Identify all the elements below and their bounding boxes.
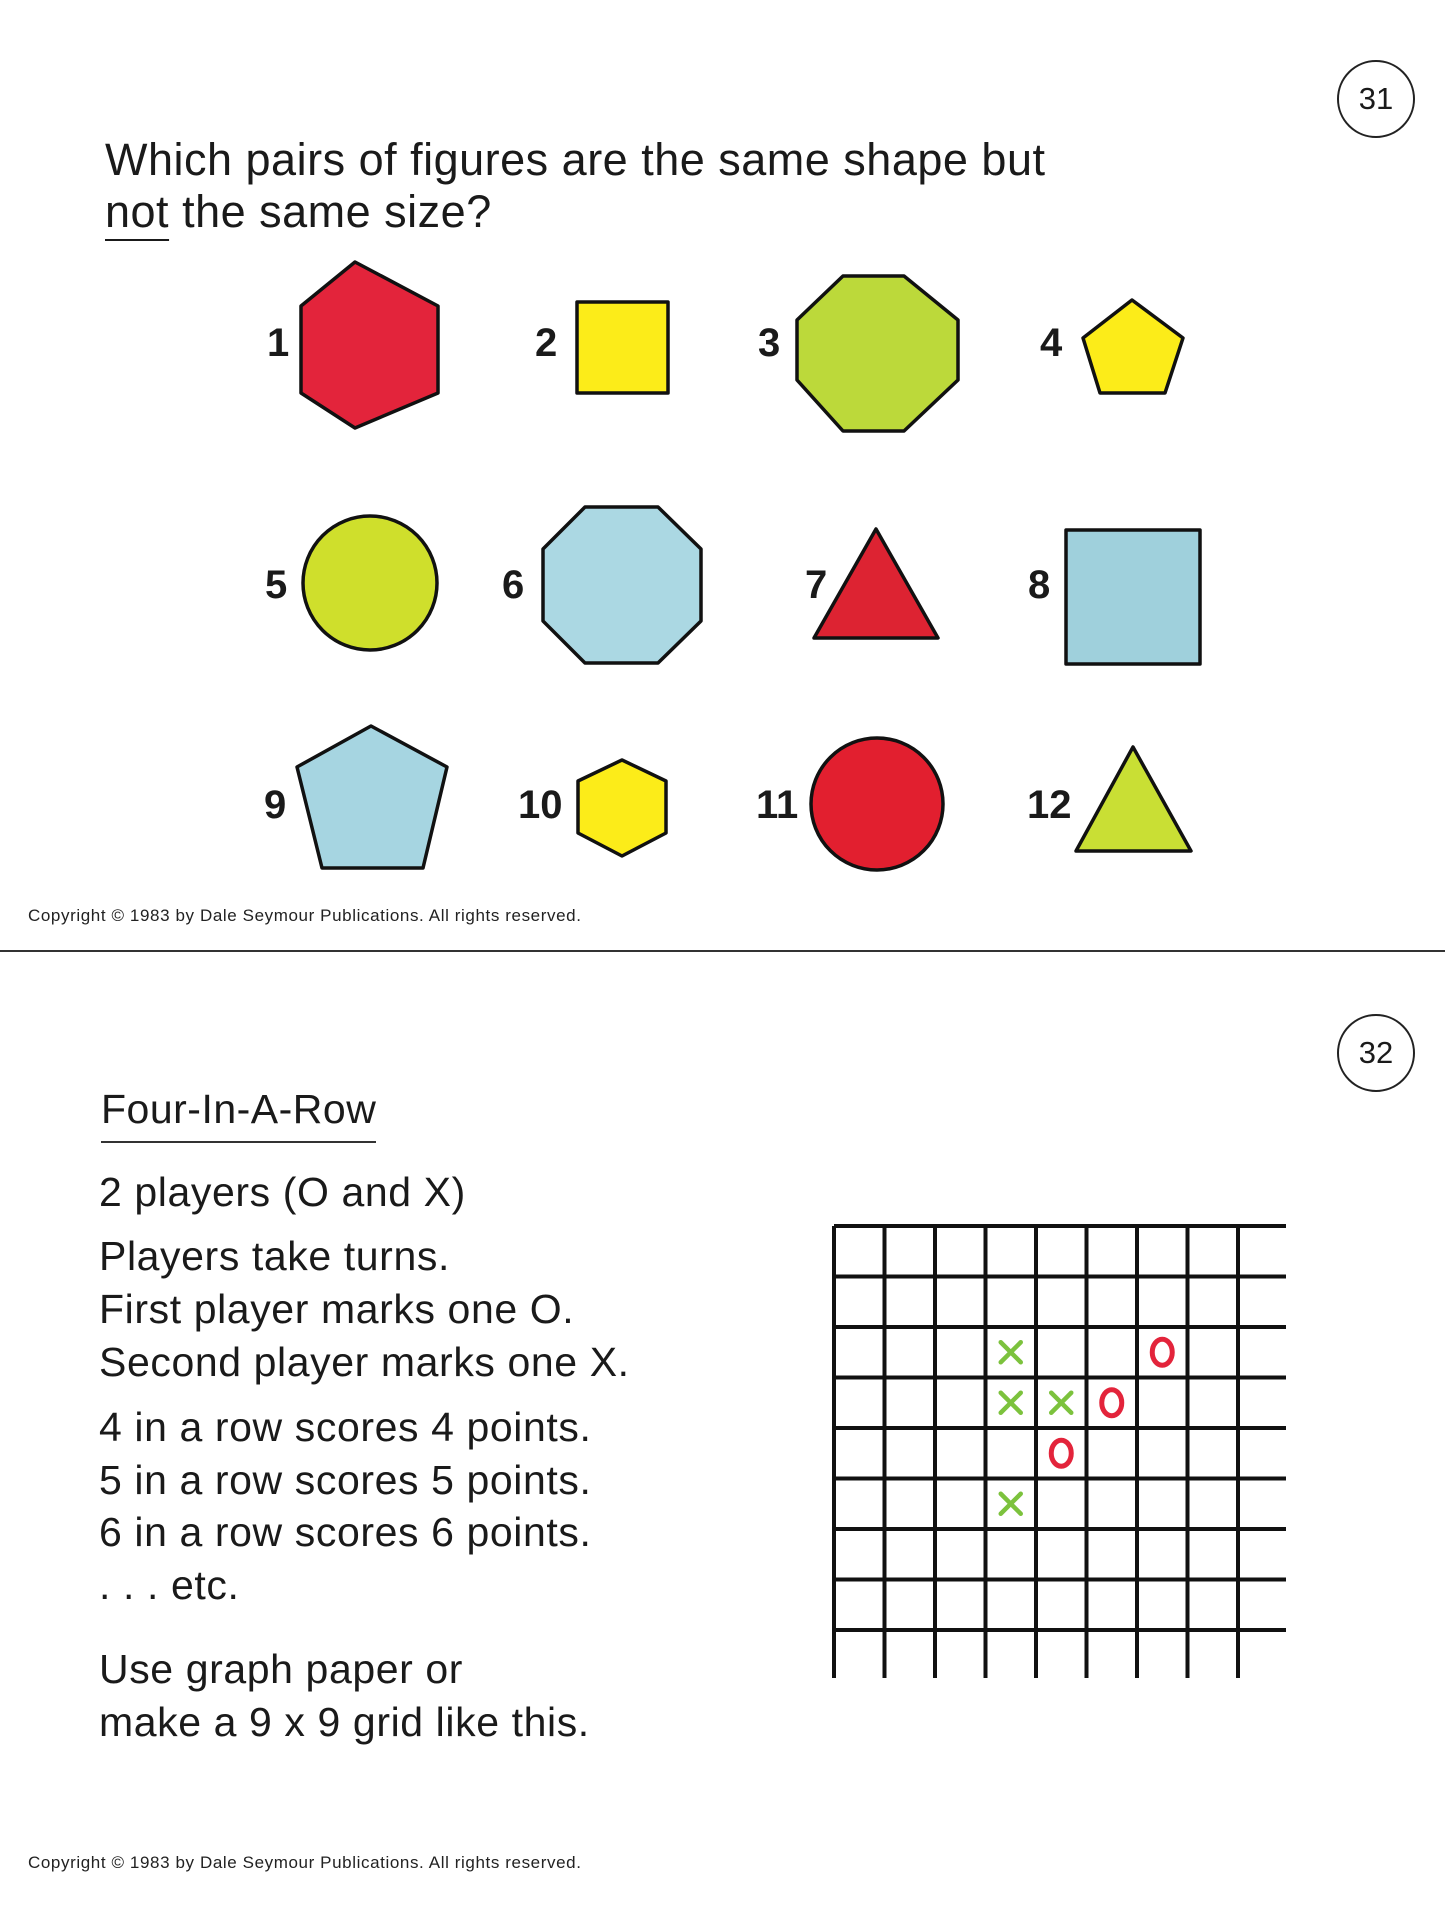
x-mark [1001, 1494, 1021, 1514]
o-mark [1102, 1390, 1122, 1416]
figure-label-6: 6 [502, 563, 525, 607]
question-line-1: Which pairs of figures are the same shape but [105, 134, 1046, 185]
rule-line-3: First player marks one O. [99, 1286, 575, 1332]
figure-11-circle [811, 738, 943, 870]
x-mark [1001, 1342, 1021, 1362]
figure-6-octagon [543, 507, 701, 663]
rule-line-10: make a 9 x 9 grid like this. [99, 1699, 590, 1745]
card-31 [0, 0, 1445, 952]
figure-label-2: 2 [535, 321, 558, 365]
x-mark [1001, 1393, 1021, 1413]
card-number-32: 32 [1337, 1014, 1415, 1092]
figure-8-square [1066, 530, 1200, 664]
game-title: Four-In-A-Row [101, 1086, 376, 1143]
rule-line-5: 4 in a row scores 4 points. [99, 1404, 592, 1450]
copyright-32: Copyright © 1983 by Dale Seymour Publications. All rights reserved. [28, 1853, 582, 1872]
copyright-31: Copyright © 1983 by Dale Seymour Publications. All rights reserved. [28, 906, 582, 925]
figure-9-pentagon [297, 726, 447, 868]
figure-7-triangle [814, 529, 938, 638]
rule-line-4: Second player marks one X. [99, 1339, 630, 1385]
figure-3-octagon [797, 276, 958, 431]
figure-1-hexagon [301, 262, 438, 428]
o-mark [1051, 1440, 1071, 1466]
figure-label-8: 8 [1028, 563, 1051, 607]
figure-4-pentagon [1083, 300, 1183, 393]
figure-label-3: 3 [758, 321, 781, 365]
rule-line-9: Use graph paper or [99, 1646, 464, 1692]
game-grid [830, 1222, 1286, 1678]
figure-12-triangle [1076, 747, 1191, 851]
card-number-31: 31 [1337, 60, 1415, 138]
o-mark [1152, 1339, 1172, 1365]
figure-2-square [577, 302, 668, 393]
figure-5-circle [303, 516, 437, 650]
figure-label-11: 11 [756, 783, 799, 827]
figure-label-5: 5 [265, 563, 288, 607]
figure-label-9: 9 [264, 783, 287, 827]
rule-line-6: 5 in a row scores 5 points. [99, 1457, 592, 1503]
x-mark [1051, 1393, 1071, 1413]
rule-line-7: 6 in a row scores 6 points. [99, 1509, 592, 1555]
figure-label-4: 4 [1040, 321, 1063, 365]
rule-line-2: Players take turns. [99, 1233, 450, 1279]
rule-line-8: . . . etc. [99, 1562, 240, 1608]
figure-label-10: 10 [518, 783, 563, 827]
figure-label-7: 7 [805, 563, 828, 607]
question-line-2-rest: the same size? [169, 186, 492, 237]
figure-label-1: 1 [267, 321, 290, 365]
rule-line-1: 2 players (O and X) [99, 1169, 466, 1215]
figure-10-hexagon [578, 760, 666, 856]
figure-label-12: 12 [1027, 783, 1072, 827]
figures-area [0, 0, 1445, 950]
question-underlined-word: not [105, 186, 170, 237]
